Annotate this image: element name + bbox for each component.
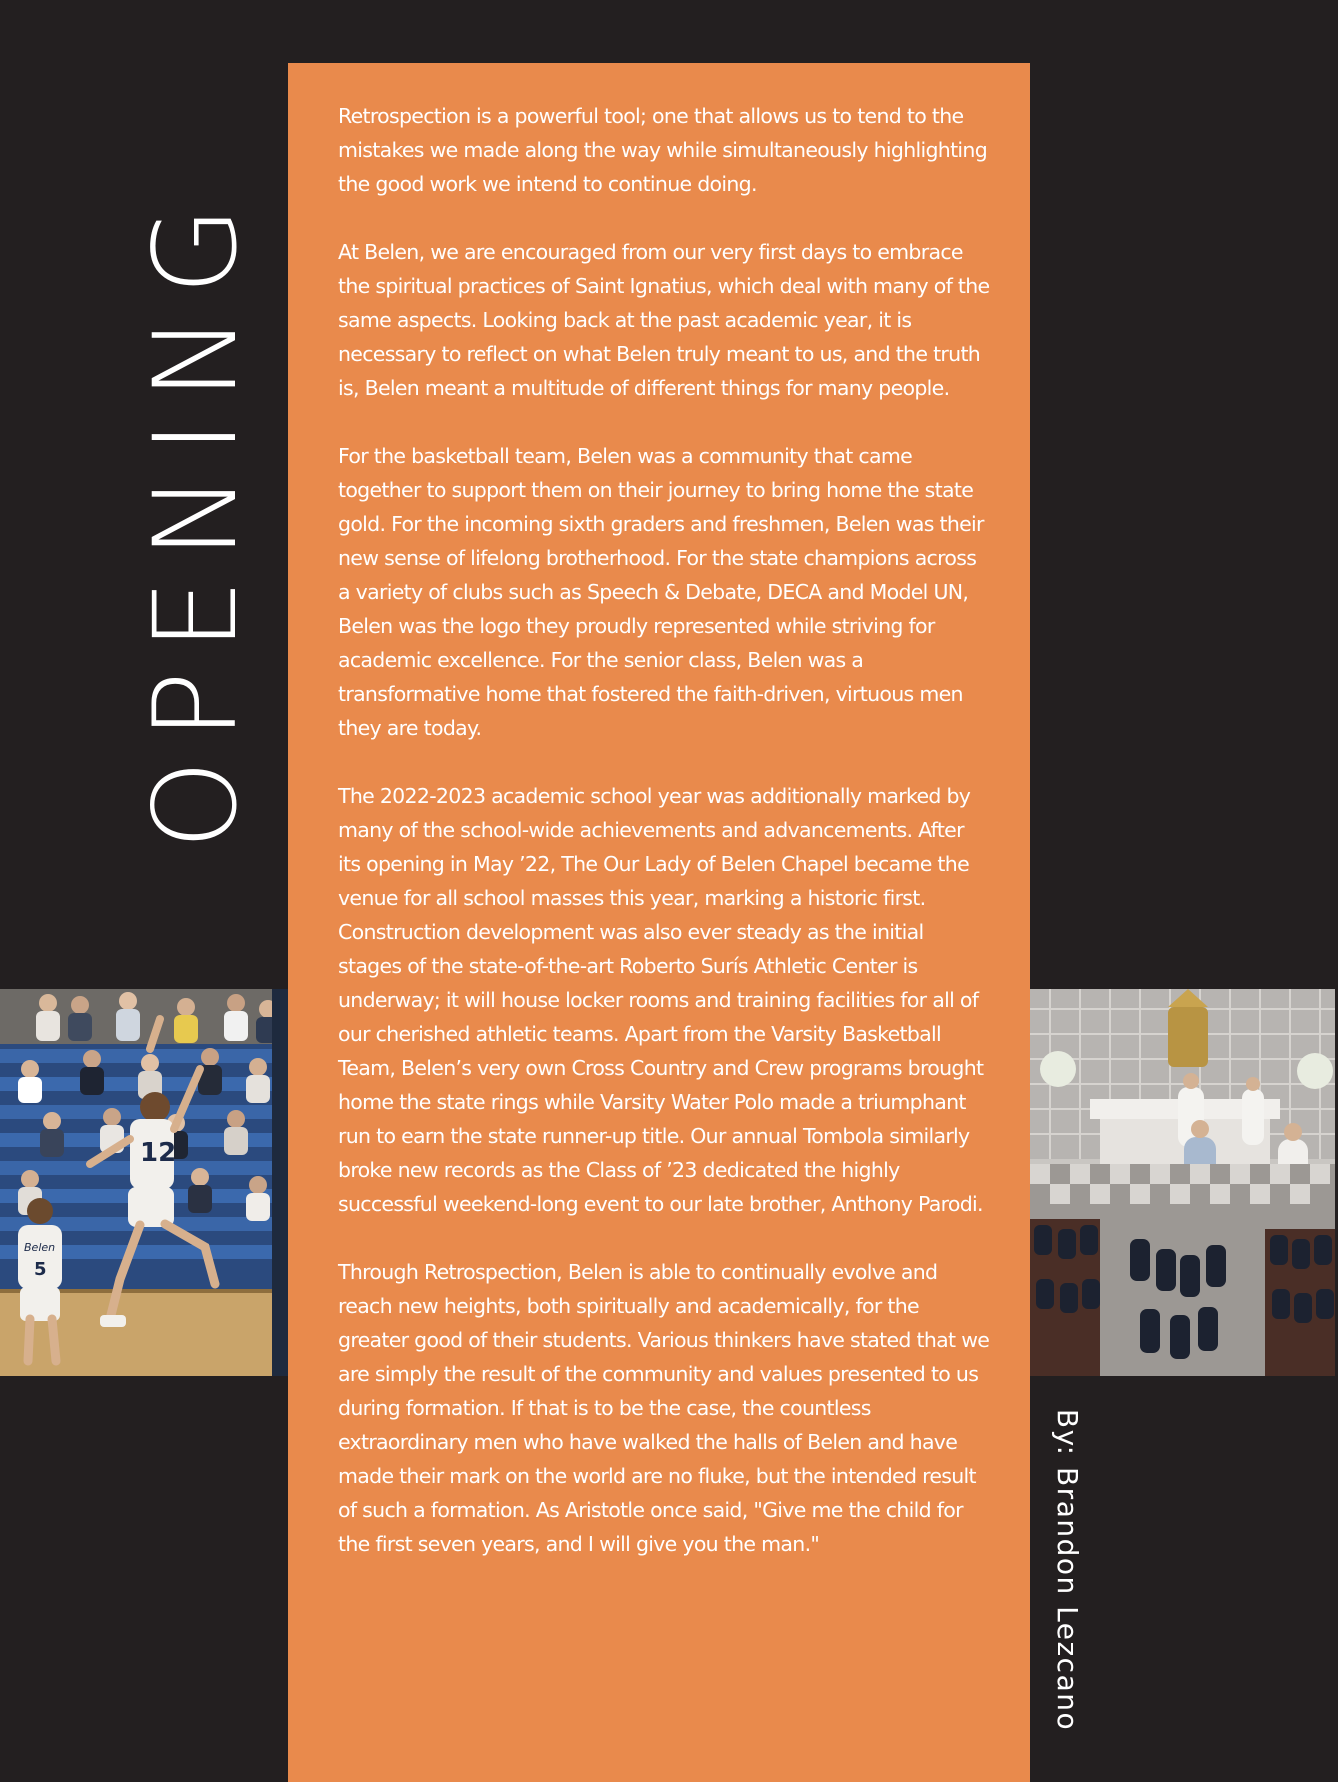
article-paragraph-5: Through Retrospection, Belen is able to continually evolve and reach new heights, both spiritually and academically, for the greater good of their students. Various thinkers have stated that we are simply the result of the community and values presented to us during formation. If that is to be the case, the countless extraordinary men who have walked the halls of Belen and have made their mark on the world are no fluke, but the intended result of such a formation. As Aristotle once said, "Give me the child for the first seven years, and I will give you the man."	[338, 1260, 990, 1556]
page-title: OPENING	[129, 186, 262, 850]
article-paragraph-1: Retrospection is a powerful tool; one that allows us to tend to the mistakes we made along the way while simultaneously highlighting the good work we intend to continue doing.	[338, 104, 988, 196]
jersey-text: Belen	[24, 1241, 56, 1254]
basketball-photo	[0, 989, 288, 1376]
article-paragraph-2: At Belen, we are encouraged from our very first days to embrace the spiritual practices of Saint Ignatius, which deal with many of the same aspects. Looking back at the past academic year, it is necessary to reflect on what Belen truly meant to us, and the truth is, Belen meant a multitude of different things for many people.	[338, 240, 990, 400]
jersey-number: 12	[140, 1138, 177, 1168]
article-panel	[288, 63, 1030, 1782]
article-paragraph-4: The 2022-2023 academic school year was additionally marked by many of the school-wide achievements and advancements. After its opening in May ’22, The Our Lady of Belen Chapel became the venue for all school masses this year, marking a historic first. Construction development was also ever steady as the initial stages of the state-of-the-art Roberto Surís Athletic Center is underway; it will house locker rooms and training facilities for all of our cherished athletic teams. Apart from the Varsity Basketball Team, Belen’s very own Cross Country and Crew programs brought home the state rings while Varsity Water Polo made a triumphant run to earn the state runner-up title. Our annual Tombola similarly broke new records as the Class of ’23 dedicated the highly successful weekend-long event to our late brother, Anthony Parodi.	[338, 784, 984, 1216]
jersey-number-small: 5	[34, 1259, 47, 1280]
byline: By: Brandon Lezcano	[1051, 1408, 1084, 1732]
chapel-mass-photo	[1030, 989, 1335, 1376]
article-paragraph-3: For the basketball team, Belen was a community that came together to support them on their journey to bring home the state gold. For the incoming sixth graders and freshmen, Belen was their new sense of lifelong brotherhood. For the state champions across a variety of clubs such as Speech & Debate, DECA and Model UN, Belen was the logo they proudly represented while striving for academic excellence. For the senior class, Belen was a transformative home that fostered the faith-driven, virtuous men they are today.	[338, 444, 984, 740]
